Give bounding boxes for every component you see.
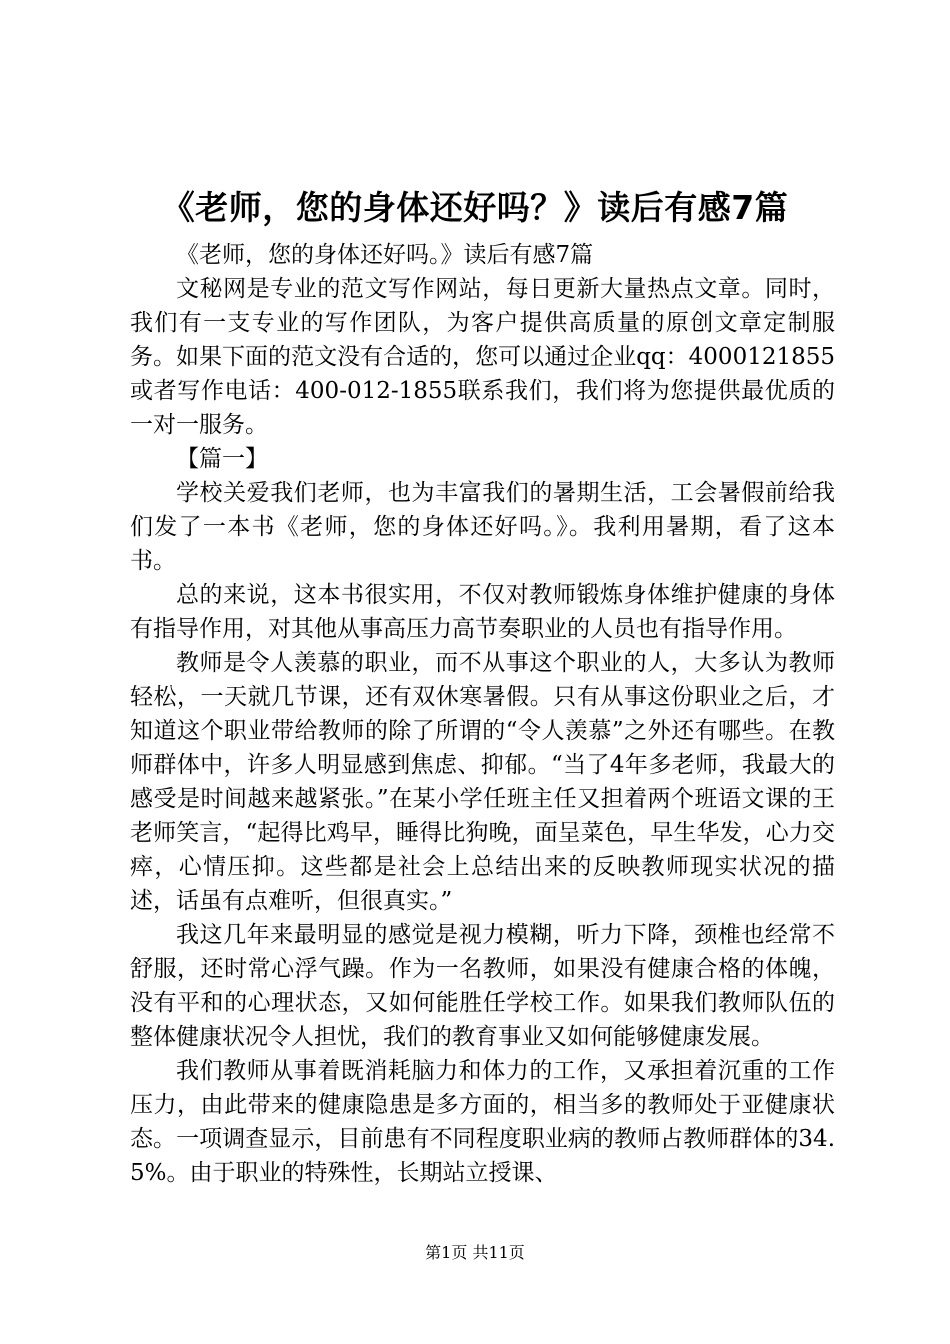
subtitle-paragraph: 《老师，您的身体还好吗。》读后有感7篇 xyxy=(176,242,594,268)
body-paragraph: 总的来说，这本书很实用，不仅对教师锻炼身体维护健康的身体有指导作用，对其他从事高压力高节奏职业的人员也有指导作用。 xyxy=(130,582,835,642)
body-paragraph: 教师是令人羡慕的职业，而不从事这个职业的人，大多认为教师轻松，一天就几节课，还有双休寒暑假。只有从事这份职业之后，才知道这个职业带给教师的除了所谓的“令人羡慕”之外还有哪些。在教师群体中，许多人明显感到焦虑、抑郁。“当了4年多老师，我最大的感受是时间越来越紧张。”在某小学任班主任又担着两个班语文课的王老师笑言，“起得比鸡早，睡得比狗晚，面呈菜色，早生华发，心力交瘁，心情压抑。这些都是社会上总结出来的反映教师现实状况的描述，话虽有点难听，但很真实。” xyxy=(130,650,835,914)
body-paragraph: 我们教师从事着既消耗脑力和体力的工作，又承担着沉重的工作压力，由此带来的健康隐患是多方面的，相当多的教师处于亚健康状态。一项调查显示，目前患有不同程度职业病的教师占教师群体的34.5%。由于职业的特殊性，长期站立授课、 xyxy=(130,1058,835,1186)
page-footer: 第1页 共11页 xyxy=(425,1243,525,1262)
body-paragraph: 我这几年来最明显的感觉是视力模糊，听力下降，颈椎也经常不舒服，还时常心浮气躁。作为一名教师，如果没有健康合格的体魄，没有平和的心理状态，又如何能胜任学校工作。如果我们教师队伍的整体健康状况令人担忧，我们的教育事业又如何能够健康发展。 xyxy=(130,922,835,1050)
body-paragraph: 学校关爱我们老师，也为丰富我们的暑期生活，工会暑假前给我们发了一本书《老师，您的身体还好吗。》。我利用暑期，看了这本书。 xyxy=(130,480,835,574)
intro-paragraph: 文秘网是专业的范文写作网站，每日更新大量热点文章。同时，我们有一支专业的写作团队，为客户提供高质量的原创文章定制服务。如果下面的范文没有合适的，您可以通过企业qq：4000121855或者写作电话：400-012-1855联系我们，我们将为您提供最优质的一对一服务。 xyxy=(130,276,835,438)
section-heading: 【篇一】 xyxy=(176,446,268,472)
document-title: 《老师，您的身体还好吗？》读后有感7篇 xyxy=(161,188,789,227)
document-body xyxy=(130,238,835,1190)
